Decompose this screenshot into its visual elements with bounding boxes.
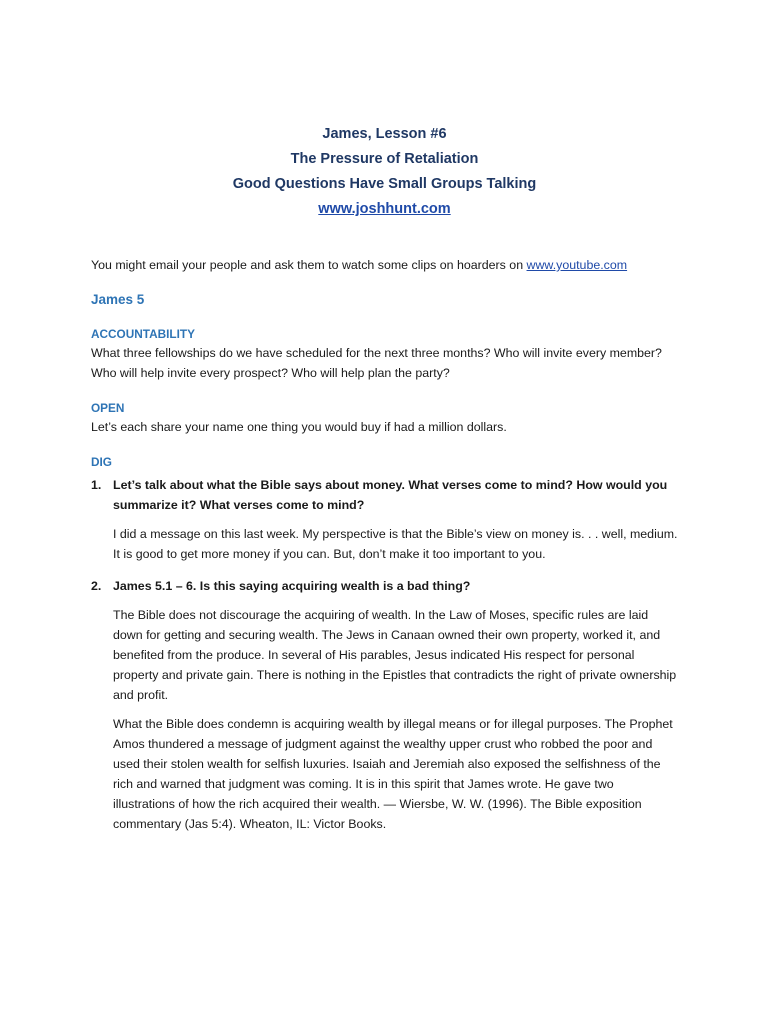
question-text: James 5.1 – 6. Is this saying acquiring wealth is a bad thing? (113, 579, 471, 593)
title-block (91, 122, 678, 222)
answer-paragraph: I did a message on this last week. My perspective is that the Bible’s view on money is. . . well, medium. It is good to get more money if you can. But, don’t make it too important to you. (113, 527, 678, 561)
accountability-text: What three fellowships do we have scheduled for the next three months? Who will invite every member? Who will help invite every prospect? Who will help plan the party? (91, 346, 662, 380)
passage-heading: James 5 (91, 292, 145, 307)
question-1 (91, 475, 678, 515)
lesson-title: James, Lesson #6 (322, 126, 447, 142)
question-text: Let’s talk about what the Bible says about money. What verses come to mind? How would you summarize it? What verses come to mind? (113, 478, 668, 512)
open-label: OPEN (91, 401, 125, 415)
answer-paragraph: The Bible does not discourage the acquiring of wealth. In the Law of Moses, specific rules are laid down for getting and securing wealth. The Jews in Canaan owned their own property, worked it, and benefited from the produce. In several of His parables, Jesus indicated His respect for personal property and private gain. There is nothing in the Epistles that contradicts the right of private ownership and profit. (113, 608, 677, 702)
question-number: 2. (91, 579, 102, 593)
series-title: Good Questions Have Small Groups Talking (232, 176, 537, 192)
accountability-label: ACCOUNTABILITY (91, 327, 195, 341)
site-link[interactable]: www.joshhunt.com (318, 201, 451, 217)
open-text: Let’s each share your name one thing you would buy if had a million dollars. (91, 420, 507, 434)
question-2 (91, 576, 678, 596)
intro-text: You might email your people and ask them to watch some clips on hoarders on (91, 258, 527, 272)
lesson-subtitle: The Pressure of Retaliation (290, 151, 479, 167)
question-number: 1. (91, 478, 102, 492)
intro-paragraph (91, 256, 678, 274)
answer-paragraph: What the Bible does condemn is acquiring wealth by illegal means or for illegal purposes. The Prophet Amos thundered a message of judgment against the wealthy upper crust who robbed the poor and used their stolen wealth for selfish luxuries. Isaiah and Jeremiah also exposed the selfishness of the rich and warned that judgment was coming. It is in this spirit that James wrote. He gave two illustrations of how the rich acquired their wealth. — Wiersbe, W. W. (1996). The Bible exposition commentary (Jas 5:4). Wheaton, IL: Victor Books. (113, 717, 673, 831)
dig-label: DIG (91, 455, 112, 469)
youtube-link[interactable]: www.youtube.com (526, 258, 628, 272)
